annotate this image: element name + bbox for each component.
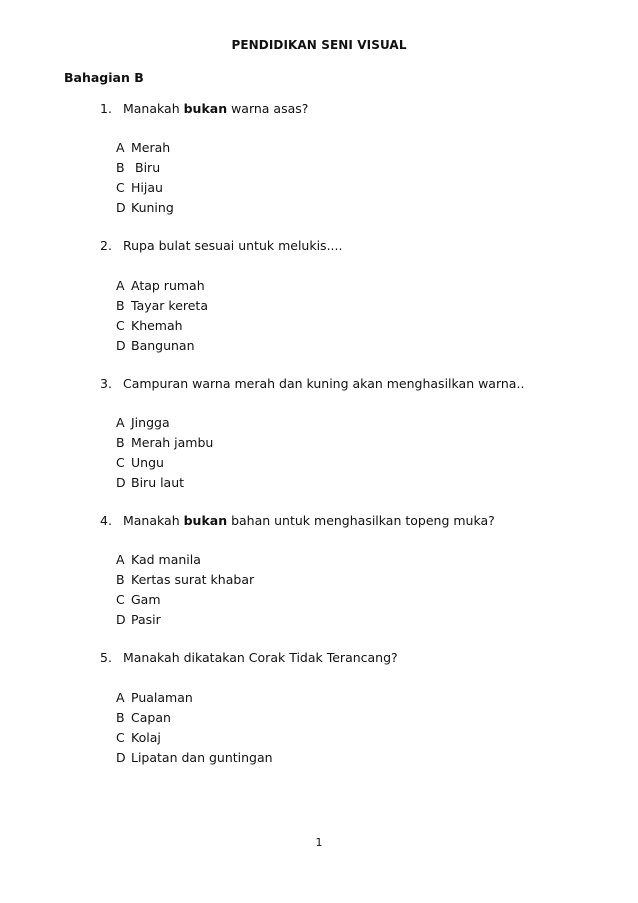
option-text: Merah jambu bbox=[131, 435, 214, 450]
option-2b bbox=[116, 298, 208, 313]
question-text: Campuran warna merah dan kuning akan menghasilkan warna.. bbox=[122, 376, 525, 391]
option-text: Tayar kereta bbox=[131, 298, 208, 313]
option-text: Kertas surat khabar bbox=[131, 572, 255, 587]
question-number: 2. bbox=[100, 238, 112, 253]
option-letter: C bbox=[116, 730, 125, 745]
question-number: 3. bbox=[100, 376, 112, 391]
option-letter: A bbox=[116, 690, 125, 705]
option-letter: A bbox=[116, 415, 125, 430]
option-letter: C bbox=[116, 318, 125, 333]
option-text: Capan bbox=[131, 710, 171, 725]
option-4b bbox=[116, 572, 254, 587]
option-letter: D bbox=[116, 750, 126, 765]
option-text: Biru bbox=[135, 160, 161, 175]
option-4c bbox=[116, 592, 161, 607]
question-text: Manakah bbox=[122, 513, 184, 528]
option-2c bbox=[116, 318, 183, 333]
question-emphasis: bukan bbox=[183, 101, 228, 116]
option-2a bbox=[116, 278, 205, 293]
option-letter: C bbox=[116, 455, 125, 470]
option-letter: B bbox=[116, 710, 125, 725]
question-text: Manakah dikatakan Corak Tidak Terancang? bbox=[122, 650, 398, 665]
option-letter: D bbox=[116, 475, 126, 490]
question-4 bbox=[100, 513, 495, 528]
option-letter: D bbox=[116, 338, 126, 353]
option-text: Bangunan bbox=[131, 338, 195, 353]
option-letter: D bbox=[116, 200, 126, 215]
question-emphasis: bukan bbox=[183, 513, 228, 528]
option-letter: B bbox=[116, 298, 125, 313]
question-5 bbox=[100, 650, 398, 665]
option-letter: D bbox=[116, 612, 126, 627]
question-3 bbox=[100, 376, 524, 391]
option-text: Kolaj bbox=[131, 730, 161, 745]
option-text: Jingga bbox=[131, 415, 170, 430]
option-3a bbox=[116, 415, 170, 430]
option-letter: B bbox=[116, 572, 125, 587]
option-text: Kuning bbox=[131, 200, 174, 215]
option-letter: B bbox=[116, 160, 125, 175]
option-letter: A bbox=[116, 278, 125, 293]
option-text: Merah bbox=[131, 140, 171, 155]
option-text: Atap rumah bbox=[131, 278, 205, 293]
option-1d bbox=[116, 200, 174, 215]
option-4a bbox=[116, 552, 201, 567]
option-letter: A bbox=[116, 552, 125, 567]
option-text: Kad manila bbox=[131, 552, 201, 567]
option-letter: A bbox=[116, 140, 125, 155]
option-text: Pasir bbox=[131, 612, 161, 627]
option-4d bbox=[116, 612, 161, 627]
question-text-rest: bahan untuk menghasilkan topeng muka? bbox=[227, 513, 495, 528]
option-3b bbox=[116, 435, 213, 450]
option-text: Biru laut bbox=[131, 475, 185, 490]
option-2d bbox=[116, 338, 195, 353]
question-number: 1. bbox=[100, 101, 112, 116]
option-3c bbox=[116, 455, 164, 470]
question-number: 5. bbox=[100, 650, 112, 665]
page-number: 1 bbox=[315, 836, 323, 849]
option-letter: B bbox=[116, 435, 125, 450]
option-5b bbox=[116, 710, 171, 725]
option-1a bbox=[116, 140, 170, 155]
question-text-rest: warna asas? bbox=[227, 101, 309, 116]
question-text: Manakah bbox=[122, 101, 184, 116]
option-text: Ungu bbox=[131, 455, 164, 470]
option-text: Hijau bbox=[131, 180, 163, 195]
option-text: Gam bbox=[131, 592, 161, 607]
document-title: PENDIDIKAN SENI VISUAL bbox=[231, 38, 407, 52]
option-text: Lipatan dan guntingan bbox=[131, 750, 273, 765]
option-1b bbox=[116, 160, 160, 175]
question-2 bbox=[100, 238, 342, 253]
option-1c bbox=[116, 180, 163, 195]
option-letter: C bbox=[116, 592, 125, 607]
question-1 bbox=[100, 101, 308, 116]
section-heading: Bahagian B bbox=[64, 70, 144, 85]
option-text: Pualaman bbox=[131, 690, 193, 705]
option-3d bbox=[116, 475, 184, 490]
option-5c bbox=[116, 730, 161, 745]
question-number: 4. bbox=[100, 513, 112, 528]
option-5d bbox=[116, 750, 273, 765]
option-letter: C bbox=[116, 180, 125, 195]
option-5a bbox=[116, 690, 193, 705]
option-text: Khemah bbox=[131, 318, 183, 333]
question-text: Rupa bulat sesuai untuk melukis.... bbox=[122, 238, 343, 253]
